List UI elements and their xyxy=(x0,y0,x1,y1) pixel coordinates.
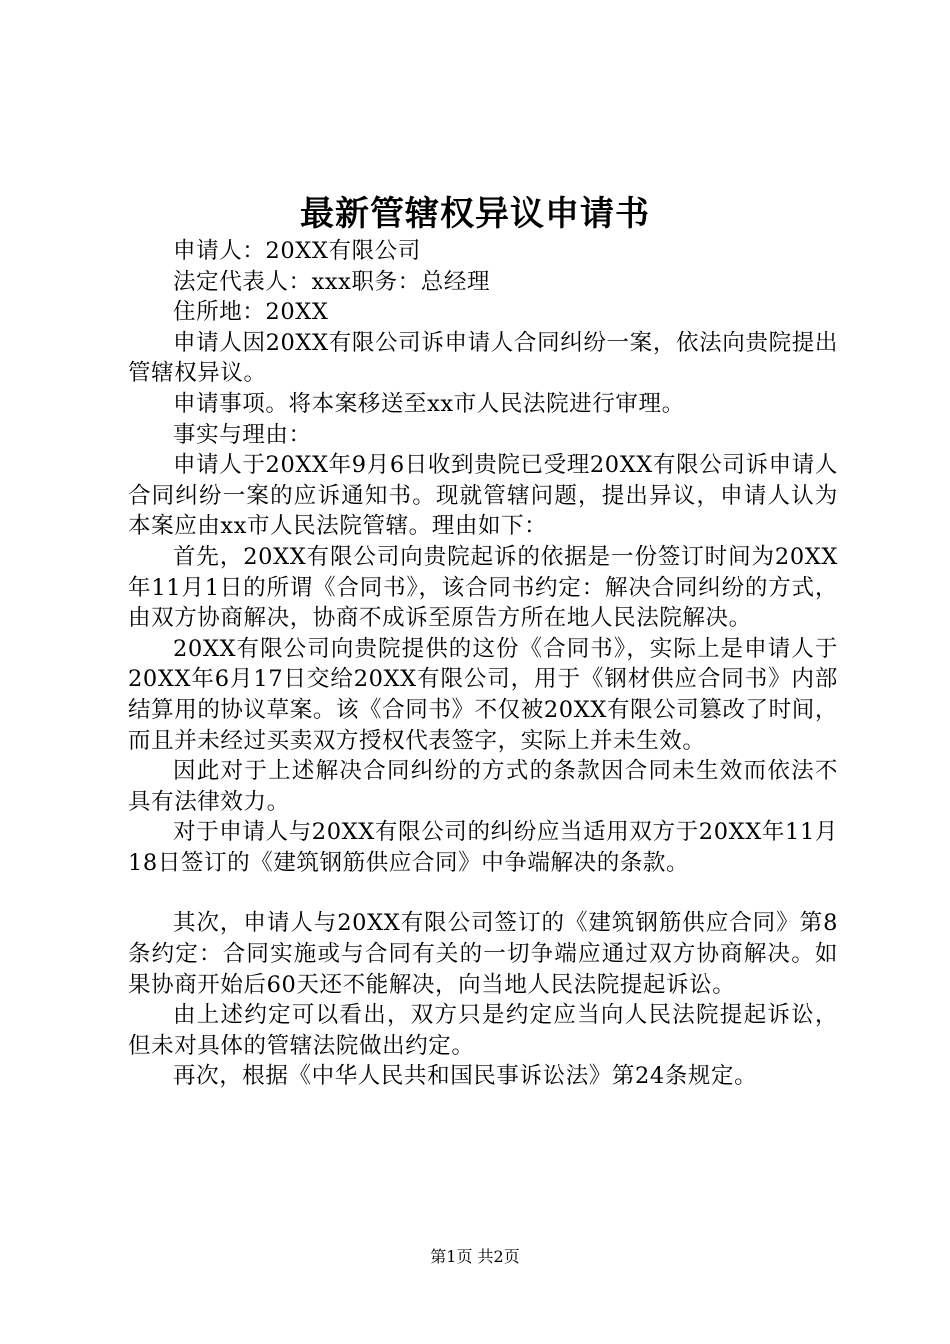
paragraph-facts: 申请人于20XX年9月6日收到贵院已受理20XX有限公司诉申请人合同纠纷一案的应诉通知书。现就管辖问题，提出异议，申请人认为本案应由xx市人民法院管辖。理由如下： xyxy=(128,452,838,540)
paragraph-request: 申请事项。将本案移送至xx市人民法院进行审理。 xyxy=(173,390,685,417)
paragraph-facts-heading: 事实与理由： xyxy=(173,421,312,448)
page-footer: 第1页 共2页 xyxy=(430,1247,520,1266)
paragraph-address: 住所地：20XX xyxy=(173,299,329,326)
document-title: 最新管辖权异议申请书 xyxy=(300,194,650,234)
paragraph-no-legal-effect: 因此对于上述解决合同纠纷的方式的条款因合同未生效而依法不具有法律效力。 xyxy=(128,758,838,815)
paragraph-second-reason: 其次，申请人与20XX有限公司签订的《建筑钢筋供应合同》第8条约定：合同实施或与合同有关的一切争端应通过双方协商解决。如果协商开始后60天还不能解决，向当地人民法院提起诉讼。 xyxy=(128,910,838,998)
paragraph-contract-draft: 20XX有限公司向贵院提供的这份《合同书》，实际上是申请人于20XX年6月17日交给20XX有限公司，用于《钢材供应合同书》内部结算用的协议草案。该《合同书》不仅被20XX有限公司篡改了时间，而且并未经过买卖双方授权代表签字，实际上并未生效。 xyxy=(128,635,838,754)
paragraph-first-reason: 首先，20XX有限公司向贵院起诉的依据是一份签订时间为20XX年11月1日的所谓《合同书》，该合同书约定：解决合同纠纷的方式，由双方协商解决，协商不成诉至原告方所在地人民法院解决。 xyxy=(128,543,838,632)
paragraph-agreement-analysis: 由上述约定可以看出，双方只是约定应当向人民法院提起诉讼，但未对具体的管辖法院做出约定。 xyxy=(128,1002,838,1059)
paragraph-third-reason: 再次，根据《中华人民共和国民事诉讼法》第24条规定。 xyxy=(173,1063,758,1090)
paragraph-applicant: 申请人：20XX有限公司 xyxy=(173,238,421,264)
document-body xyxy=(128,236,838,1092)
paragraph-legal-representative: 法定代表人：xxx职务：总经理 xyxy=(173,268,491,295)
paragraph-applicable-clause: 对于申请人与20XX有限公司的纠纷应当适用双方于20XX年11月18日签订的《建筑钢筋供应合同》中争端解决的条款。 xyxy=(128,819,838,876)
paragraph-intro: 申请人因20XX有限公司诉申请人合同纠纷一案，依法向贵院提出管辖权异议。 xyxy=(128,329,838,387)
